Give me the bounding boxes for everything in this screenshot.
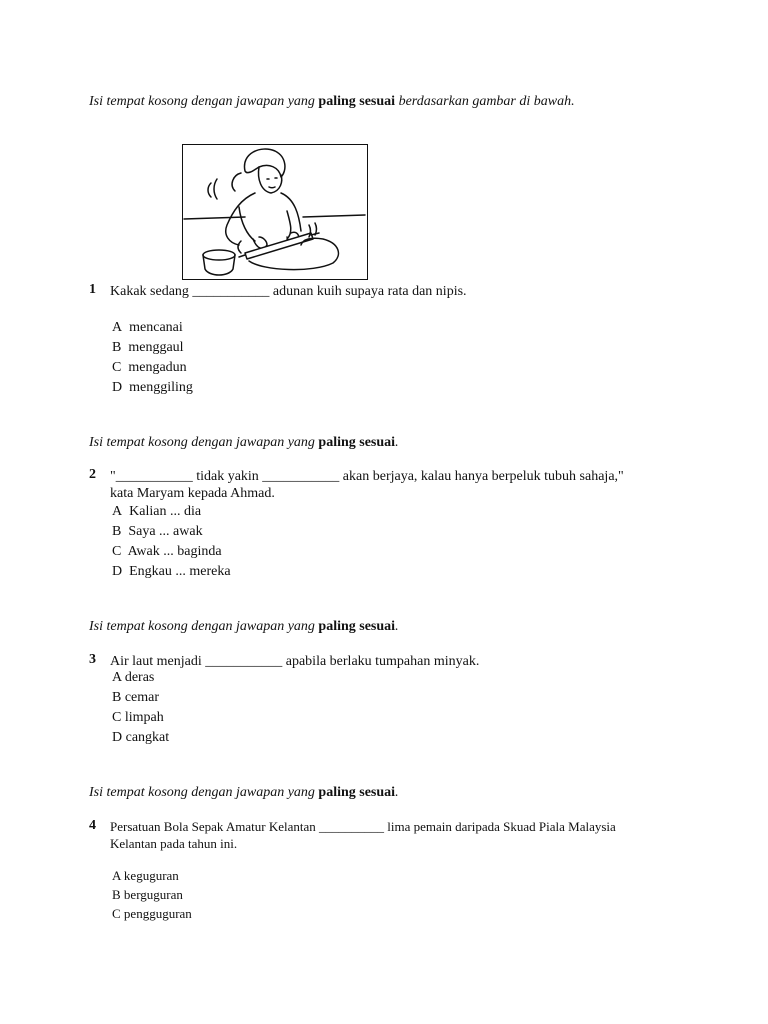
instruction-text: Isi tempat kosong dengan jawapan yang bbox=[89, 619, 319, 634]
option-a[interactable] bbox=[112, 866, 192, 885]
option-d[interactable] bbox=[112, 728, 169, 748]
instruction-2 bbox=[89, 435, 399, 451]
option-a[interactable] bbox=[112, 502, 231, 522]
instruction-text: Isi tempat kosong dengan jawapan yang bbox=[89, 435, 319, 450]
instruction-bold: paling sesuai bbox=[318, 94, 396, 109]
woman-rolling-dough-illustration bbox=[183, 145, 366, 278]
question-line: kata Maryam kepada Ahmad. bbox=[110, 486, 275, 501]
option-d[interactable] bbox=[112, 378, 193, 398]
option-text: menggiling bbox=[129, 380, 193, 395]
option-a[interactable] bbox=[112, 668, 169, 688]
option-letter: D bbox=[112, 730, 123, 745]
instruction-text: Isi tempat kosong dengan jawapan yang bbox=[89, 94, 319, 109]
option-letter: D bbox=[112, 564, 123, 579]
option-text: pengguguran bbox=[123, 906, 192, 921]
figure-illustration bbox=[182, 144, 368, 280]
question-text bbox=[110, 818, 750, 852]
option-list bbox=[112, 318, 193, 398]
option-text: limpah bbox=[124, 710, 164, 725]
option-letter: C bbox=[112, 544, 122, 559]
question-number: 4 bbox=[89, 818, 96, 833]
option-letter: A bbox=[112, 868, 121, 883]
option-letter: B bbox=[112, 690, 122, 705]
option-letter: C bbox=[112, 906, 121, 921]
option-text: cemar bbox=[124, 690, 160, 705]
option-a[interactable] bbox=[112, 318, 193, 338]
option-b[interactable] bbox=[112, 688, 169, 708]
question-line: Kelantan pada tahun ini. bbox=[110, 836, 238, 851]
instruction-text: . bbox=[395, 619, 399, 634]
question-line: "___________ tidak yakin ___________ akan berjaya, kalau hanya berpeluk tubuh sahaja," bbox=[110, 469, 624, 484]
option-text: Awak ... baginda bbox=[127, 544, 222, 559]
instruction-bold: paling sesuai bbox=[318, 785, 396, 800]
option-text: cangkat bbox=[125, 730, 170, 745]
instruction-text: berdasarkan gambar di bawah. bbox=[395, 94, 575, 109]
option-letter: A bbox=[112, 670, 122, 685]
question-line: Persatuan Bola Sepak Amatur Kelantan __________ lima pemain daripada Skuad Piala Malaysia bbox=[110, 819, 616, 834]
instruction-4 bbox=[89, 785, 399, 801]
option-letter: B bbox=[112, 340, 122, 355]
option-text: deras bbox=[124, 670, 155, 685]
option-b[interactable] bbox=[112, 522, 231, 542]
option-c[interactable] bbox=[112, 542, 231, 562]
option-b[interactable] bbox=[112, 885, 192, 904]
question-line: Air laut menjadi ___________ apabila berlaku tumpahan minyak. bbox=[110, 654, 480, 669]
option-letter: D bbox=[112, 380, 123, 395]
question-text bbox=[110, 283, 467, 300]
option-letter: B bbox=[112, 524, 122, 539]
instruction-text: Isi tempat kosong dengan jawapan yang bbox=[89, 785, 319, 800]
question-text bbox=[110, 468, 760, 502]
option-list bbox=[112, 668, 169, 748]
instruction-bold: paling sesuai bbox=[318, 619, 396, 634]
option-text: mencanai bbox=[129, 320, 183, 335]
option-d[interactable] bbox=[112, 562, 231, 582]
option-list bbox=[112, 866, 192, 923]
option-text: Engkau ... mereka bbox=[129, 564, 231, 579]
option-c[interactable] bbox=[112, 708, 169, 728]
instruction-text: . bbox=[395, 785, 399, 800]
option-letter: A bbox=[112, 320, 123, 335]
question-number: 1 bbox=[89, 282, 96, 297]
instruction-1 bbox=[89, 94, 575, 110]
question-number: 3 bbox=[89, 652, 96, 667]
option-text: keguguran bbox=[123, 868, 179, 883]
question-number: 2 bbox=[89, 467, 96, 482]
option-list bbox=[112, 502, 231, 582]
instruction-3 bbox=[89, 619, 399, 635]
option-b[interactable] bbox=[112, 338, 193, 358]
option-c[interactable] bbox=[112, 358, 193, 378]
option-letter: A bbox=[112, 504, 123, 519]
instruction-bold: paling sesuai bbox=[318, 435, 396, 450]
option-letter: C bbox=[112, 710, 122, 725]
option-c[interactable] bbox=[112, 904, 192, 923]
option-text: berguguran bbox=[123, 887, 183, 902]
option-letter: B bbox=[112, 887, 121, 902]
option-text: mengadun bbox=[128, 360, 187, 375]
option-text: menggaul bbox=[128, 340, 184, 355]
option-letter: C bbox=[112, 360, 122, 375]
instruction-text: . bbox=[395, 435, 399, 450]
option-text: Kalian ... dia bbox=[129, 504, 202, 519]
question-line: Kakak sedang ___________ adunan kuih supaya rata dan nipis. bbox=[110, 284, 467, 299]
option-text: Saya ... awak bbox=[128, 524, 203, 539]
